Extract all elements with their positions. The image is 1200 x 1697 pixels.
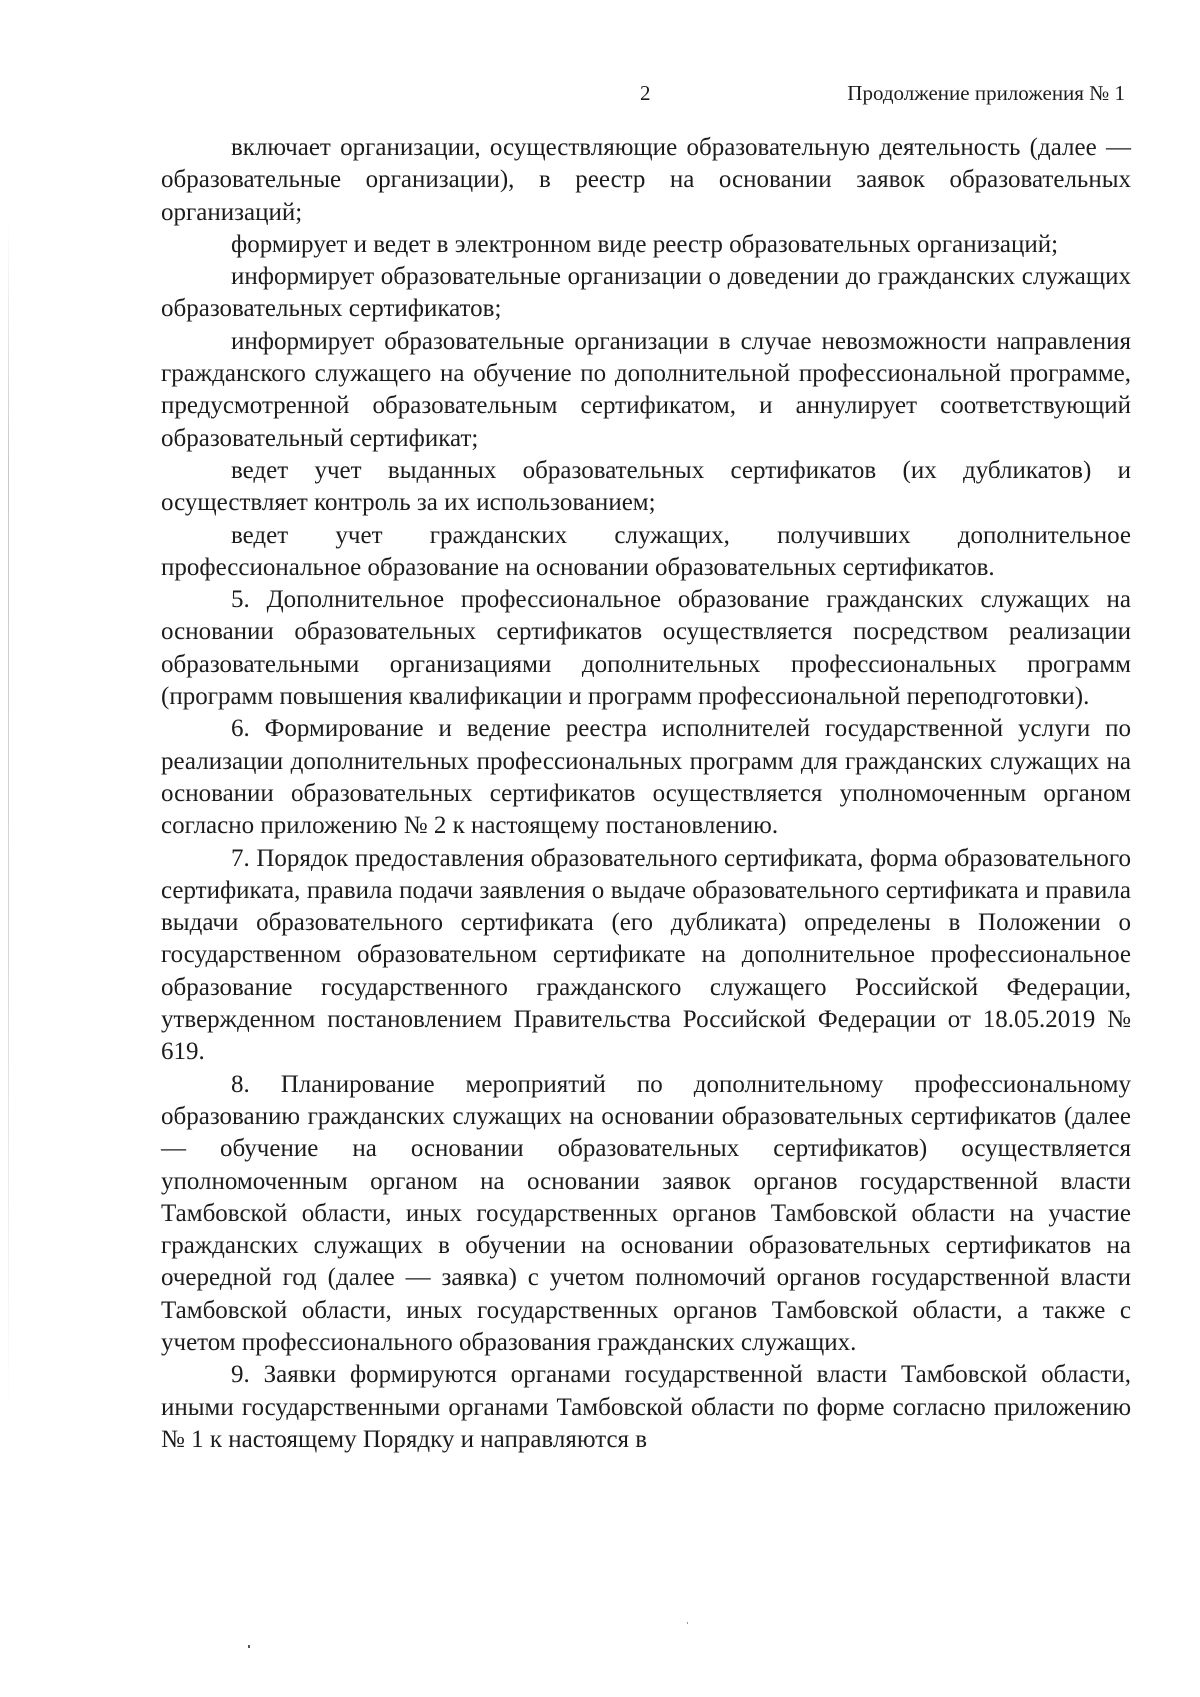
paragraph-item-7: 7. Порядок предоставления образовательного сертификата, форма образовательного сертификата, правила подачи заявления о выдаче образовательного сертификата и правила выдачи образовательного сертификата (его дубликата) определены в Положении о государственном образовательном сертификате на дополнительное профессиональное образование государственного гражданского служащего Российской Федерации, утвержденном постановлением Правительства Российской Федерации от 18.05.2019 № 619. [161,844,1131,1066]
paragraph-certificate-accounting: ведет учет выданных образовательных сертификатов (их дубликатов) и осуществляет контроль за их использованием; [161,456,1131,517]
page-header [0,78,1200,108]
paragraph-item-8: 8. Планирование мероприятий по дополнительному профессиональному образованию гражданских служащих на основании образовательных сертификатов (далее — обучение на основании образовательных сертификатов) осуществляется уполномоченным органом на основании заявок органов государственной власти Тамбовской области, иных государственных органов Тамбовской области на участие гражданских служащих в обучении на основании образовательных сертификатов на очередной год (далее — заявка) с учетом полномочий органов государственной власти Тамбовской области, иных государственных органов Тамбовской области, а также с учетом профессионального образования гражданских служащих. [161,1070,1131,1356]
document-body [161,132,1131,1456]
paragraph-item-5: 5. Дополнительное профессиональное образование гражданских служащих на основании образовательных сертификатов осуществляется посредством реализации образовательными организациями дополнительных профессиональных программ (программ повышения квалификации и программ профессиональной переподготовки). [161,586,1131,711]
scan-speck [687,1622,688,1624]
page-number: 2 [640,81,651,105]
paragraph-inform-cancellation: информирует образовательные организации в случае невозможности направления гражданского служащего на обучение по дополнительной профессиональной программе, предусмотренной образовательным сертификатом, и аннулирует соответствующий образовательный сертификат; [161,327,1131,452]
paragraph-employee-accounting: ведет учет гражданских служащих, получивших дополнительное профессиональное образование на основании образовательных сертификатов. [161,521,1131,581]
paragraph-item-9: 9. Заявки формируются органами государственной власти Тамбовской области, иными государственными органами Тамбовской области по форме согласно приложению № 1 к настоящему Порядку и направляются в [161,1361,1131,1453]
paragraph-include-organizations: включает организации, осуществляющие образовательную деятельность (далее — образовательные организации), в реестр на основании заявок образовательных организаций; [161,134,1131,226]
paragraph-item-6: 6. Формирование и ведение реестра исполнителей государственной услуги по реализации дополнительных профессиональных программ для гражданских служащих на основании образовательных сертификатов осуществляется уполномоченным органом согласно приложению № 2 к настоящему постановлению. [161,715,1131,840]
paragraph-registry-maintenance: формирует и ведет в электронном виде реестр образовательных организаций; [231,230,1059,258]
paragraph-inform-certificates: информирует образовательные организации о доведении до гражданских служащих образовательных сертификатов; [161,263,1131,323]
scan-edge-shadow [8,220,9,1420]
scan-speck [248,1645,250,1648]
appendix-continuation-label: Продолжение приложения № 1 [847,81,1125,105]
